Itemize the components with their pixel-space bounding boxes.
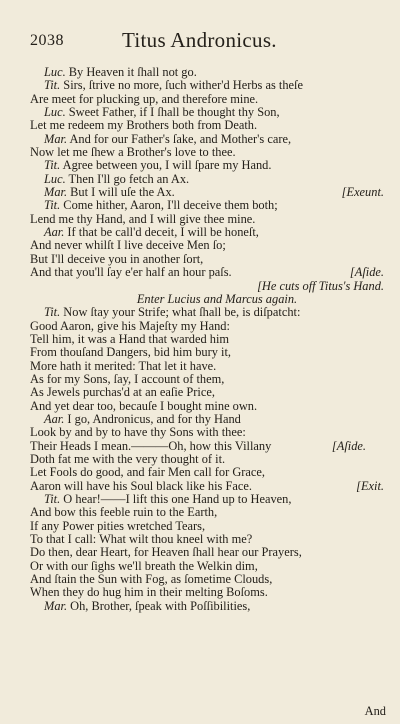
line-text: I go, Andronicus, and for thy Hand [64, 411, 241, 426]
line-text: Their Heads I mean.———Oh, how this Villany [30, 438, 272, 453]
line-text: Agree between you, I will ſpare my Hand. [60, 158, 272, 173]
line-text: Sweet Father, if I ſhall be thought thy Son, [65, 105, 280, 120]
line-text: And never whilſt I live deceive Men ſo; [30, 238, 226, 253]
speaker-name: Tit. [44, 158, 61, 173]
text-line [30, 506, 384, 519]
line-text: As for my Sons, ſay, I account of them, [30, 371, 225, 386]
text-line [30, 386, 384, 399]
line-text: If that be call'd deceit, I will be honeſt, [64, 225, 259, 240]
stage-direction: [Aſide. [331, 438, 366, 453]
text-line [30, 266, 384, 279]
line-text: Now let me ſhew a Brother's love to thee. [30, 145, 236, 160]
text-line [30, 93, 384, 106]
text-line [30, 466, 384, 479]
text-line [30, 106, 384, 119]
line-text: Oh, Brother, ſpeak with Poſſibilities, [67, 598, 251, 613]
speaker-name: Tit. [44, 78, 61, 93]
speaker-name: Luc. [44, 105, 66, 120]
line-text: From thouſand Dangers, bid him bury it, [30, 345, 231, 360]
text-line [30, 213, 384, 226]
line-text: By Heaven it ſhall not go. [65, 65, 197, 79]
text-line [30, 173, 384, 186]
text-line [30, 320, 384, 333]
line-text: If any Power pities wretched Tears, [30, 518, 206, 533]
line-text: But I'll deceive you in another ſort, [30, 251, 204, 266]
speaker-name: Aar. [44, 225, 65, 240]
speaker-name: Mar. [44, 185, 68, 200]
catchword: And [364, 704, 386, 718]
speaker-name: Tit. [44, 492, 61, 506]
line-text: And bow this feeble ruin to the Earth, [30, 505, 218, 520]
line-text: But I will uſe the Ax. [67, 185, 175, 200]
line-text: Aaron will have his Soul black like his Face. [30, 478, 252, 493]
line-text: O hear!——I lift this one Hand up to Heaven, [60, 492, 292, 506]
text-line [30, 146, 384, 159]
text-line [30, 453, 384, 466]
line-text: And that you'll ſay e'er half an hour paſs. [30, 265, 232, 280]
speaker-name: Mar. [44, 598, 68, 613]
text-line [30, 440, 384, 453]
stage-direction: [He cuts off Titus's Hand. [257, 278, 384, 293]
text-line [30, 333, 384, 346]
text-line [30, 226, 384, 239]
line-text: Tell him, it was a Hand that warded him [30, 331, 230, 346]
line-text: Are meet for plucking up, and therefore mine. [30, 91, 259, 106]
line-text: Look by and by to have thy Sons with thee: [30, 425, 246, 440]
text-line [30, 586, 384, 599]
speaker-name: Tit. [44, 198, 61, 213]
text-line [30, 426, 384, 439]
text-line [30, 400, 384, 413]
text-line [30, 253, 384, 266]
speaker-name: Luc. [44, 171, 66, 186]
text-line [30, 159, 384, 172]
speaker-name: Aar. [44, 411, 65, 426]
line-text: Do then, dear Heart, for Heaven ſhall hear our Prayers, [30, 545, 302, 560]
line-text: Let Fools do good, and fair Men call for Grace, [30, 465, 266, 480]
line-text: Come hither, Aaron, I'll deceive them both; [60, 198, 278, 213]
text-line [30, 66, 384, 79]
text-line [30, 573, 384, 586]
text-line [30, 239, 384, 252]
line-text: Sirs, ſtrive no more, ſuch wither'd Herbs as theſe [60, 78, 303, 93]
text-line [30, 600, 384, 613]
line-text: Enter Lucius and Marcus again. [136, 291, 298, 306]
running-title: Titus Andronicus. [122, 28, 277, 52]
speaker-name: Mar. [44, 131, 68, 146]
line-text: Now ſtay your Strife; what ſhall be, is diſpatcht: [60, 305, 301, 320]
line-text: Or with our ſighs we'll breath the Welkin dim, [30, 558, 258, 573]
play-text [30, 66, 384, 613]
stage-direction: [Exit. [356, 478, 384, 493]
text-line [30, 373, 384, 386]
running-header [30, 28, 370, 52]
line-text: And yet dear too, becauſe I bought mine own. [30, 398, 258, 413]
text-line [30, 346, 384, 359]
line-text: Lend me thy Hand, and I will give thee mine. [30, 211, 256, 226]
line-text: To that I call: What wilt thou kneel with me? [30, 532, 253, 547]
page-number: 2038 [30, 32, 64, 49]
line-text: As Jewels purchas'd at an eaſie Price, [30, 385, 215, 400]
text-line [30, 199, 384, 212]
text-line [30, 493, 384, 506]
text-line [30, 293, 384, 306]
stage-direction: [Exeunt. [341, 185, 384, 200]
line-text: Let me redeem my Brothers both from Death. [30, 118, 258, 133]
text-line [30, 480, 384, 493]
stage-direction: [Aſide. [349, 265, 384, 280]
line-text: Good Aaron, give his Majeſty my Hand: [30, 318, 230, 333]
line-text: Doth fat me with the very thought of it. [30, 451, 226, 466]
line-text: And for our Father's ſake, and Mother's care, [67, 131, 292, 146]
line-text: More hath it merited: That let it have. [30, 358, 217, 373]
line-text: And ſtain the Sun with Fog, as ſometime Clouds, [30, 572, 273, 587]
text-line [30, 360, 384, 373]
line-text: When they do hug him in their melting Boſoms. [30, 585, 268, 600]
text-line [30, 186, 384, 199]
line-text: Then I'll go fetch an Ax. [65, 171, 190, 186]
text-line [30, 119, 384, 132]
speaker-name: Tit. [44, 305, 61, 320]
text-line [30, 546, 384, 559]
text-line [30, 413, 384, 426]
text-line [30, 306, 384, 319]
text-line [30, 280, 384, 293]
text-line [30, 560, 384, 573]
text-line [30, 79, 384, 92]
text-line [30, 533, 384, 546]
speaker-name: Luc. [44, 65, 66, 79]
text-line [30, 133, 384, 146]
text-line [30, 520, 384, 533]
